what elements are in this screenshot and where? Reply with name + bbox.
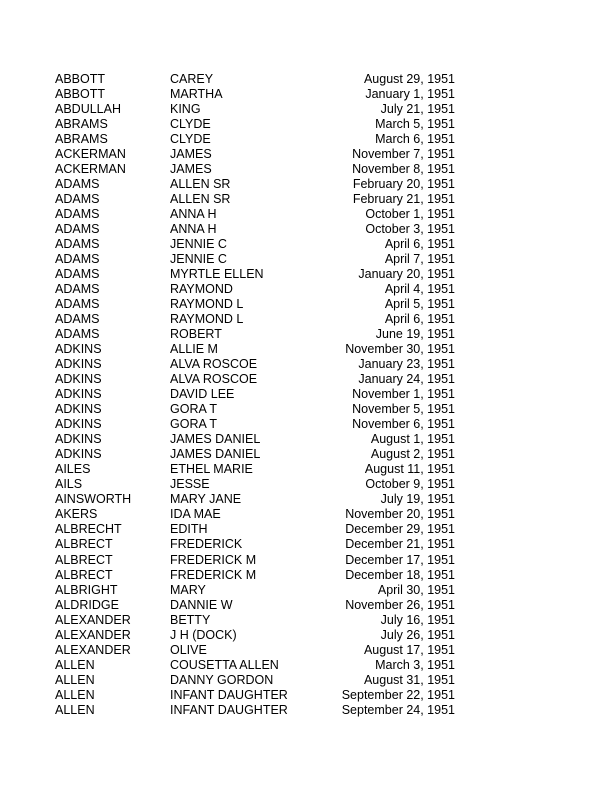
record-given-name: DAVID LEE	[170, 387, 235, 402]
record-surname: ADAMS	[55, 177, 100, 192]
record-given-name: ALLEN SR	[170, 192, 231, 207]
record-given-name: MARTHA	[170, 87, 223, 102]
record-given-name: RAYMOND L	[170, 297, 244, 312]
record-surname: ALLEN	[55, 702, 95, 717]
record-date: March 5, 1951	[375, 117, 455, 132]
record-row	[55, 417, 455, 432]
record-date: July 16, 1951	[380, 612, 455, 627]
record-date: November 8, 1951	[352, 162, 455, 177]
record-surname: ALDRIDGE	[55, 597, 119, 612]
record-given-name: JAMES	[170, 162, 212, 177]
record-row	[55, 327, 455, 342]
record-row	[55, 252, 455, 267]
record-given-name: RAYMOND	[170, 282, 233, 297]
record-given-name: ETHEL MARIE	[170, 462, 253, 477]
record-surname: ALBRECHT	[55, 522, 122, 537]
record-date: April 6, 1951	[384, 237, 455, 252]
record-row	[55, 613, 455, 628]
record-surname: ADKINS	[55, 342, 102, 357]
record-row	[55, 342, 455, 357]
record-row	[55, 87, 455, 102]
record-surname: ADAMS	[55, 282, 100, 297]
record-surname: ADAMS	[55, 222, 100, 237]
record-date: April 4, 1951	[384, 282, 455, 297]
record-given-name: CAREY	[170, 72, 214, 86]
record-surname: ALBRECT	[55, 537, 113, 552]
record-surname: ADAMS	[55, 207, 100, 222]
record-surname: ADKINS	[55, 432, 102, 447]
record-row	[55, 402, 455, 417]
record-given-name: ANNA H	[170, 222, 217, 237]
record-row	[55, 628, 455, 643]
record-given-name: OLIVE	[170, 642, 207, 657]
record-surname: ABRAMS	[55, 117, 108, 132]
records-list	[55, 72, 455, 718]
record-surname: ADAMS	[55, 312, 100, 327]
record-row	[55, 583, 455, 598]
record-surname: ALBRECT	[55, 567, 113, 582]
record-date: November 5, 1951	[352, 402, 455, 417]
record-given-name: CLYDE	[170, 132, 211, 147]
record-surname: ADAMS	[55, 327, 100, 342]
record-surname: AILS	[55, 477, 83, 492]
record-surname: ABRAMS	[55, 132, 108, 147]
record-given-name: ALVA ROSCOE	[170, 357, 258, 372]
record-row	[55, 147, 455, 162]
record-date: January 24, 1951	[358, 372, 455, 387]
record-date: April 5, 1951	[384, 297, 455, 312]
record-surname: ALBRIGHT	[55, 582, 118, 597]
record-surname: ADAMS	[55, 252, 100, 267]
record-date: October 9, 1951	[365, 477, 455, 492]
record-surname: ADAMS	[55, 237, 100, 252]
record-surname: ALEXANDER	[55, 642, 131, 657]
record-row	[55, 387, 455, 402]
record-date: January 20, 1951	[358, 267, 455, 282]
record-surname: ADKINS	[55, 417, 102, 432]
record-row	[55, 688, 455, 703]
record-given-name: JAMES DANIEL	[170, 447, 261, 462]
record-given-name: MARY JANE	[170, 492, 242, 507]
record-given-name: EDITH	[170, 522, 208, 537]
record-given-name: BETTY	[170, 612, 211, 627]
record-date: September 22, 1951	[341, 687, 455, 702]
record-row	[55, 267, 455, 282]
record-surname: ACKERMAN	[55, 162, 126, 177]
record-given-name: MARY	[170, 582, 206, 597]
record-row	[55, 312, 455, 327]
record-row	[55, 222, 455, 237]
record-date: November 1, 1951	[352, 387, 455, 402]
record-row	[55, 462, 455, 477]
record-date: November 26, 1951	[345, 597, 455, 612]
record-date: December 18, 1951	[345, 567, 455, 582]
record-given-name: JENNIE C	[170, 237, 227, 252]
record-row	[55, 162, 455, 177]
record-given-name: CLYDE	[170, 117, 211, 132]
record-date: October 1, 1951	[365, 207, 455, 222]
record-date: October 3, 1951	[365, 222, 455, 237]
record-given-name: DANNIE W	[170, 597, 233, 612]
record-surname: ADKINS	[55, 402, 102, 417]
record-surname: ADAMS	[55, 297, 100, 312]
record-surname: ADKINS	[55, 447, 102, 462]
record-surname: ALLEN	[55, 687, 95, 702]
record-date: July 26, 1951	[380, 627, 455, 642]
record-row	[55, 507, 455, 522]
record-surname: ALEXANDER	[55, 612, 131, 627]
record-date: March 6, 1951	[375, 132, 455, 147]
record-surname: ALEXANDER	[55, 627, 131, 642]
record-given-name: ROBERT	[170, 327, 222, 342]
record-surname: ADKINS	[55, 387, 102, 402]
record-given-name: GORA T	[170, 417, 218, 432]
record-date: November 30, 1951	[345, 342, 455, 357]
record-row	[55, 132, 455, 147]
record-date: July 21, 1951	[380, 102, 455, 117]
record-given-name: FREDERICK	[170, 537, 243, 552]
record-surname: ALLEN	[55, 672, 95, 687]
record-row	[55, 447, 455, 462]
record-row	[55, 522, 455, 537]
record-date: August 31, 1951	[363, 672, 455, 687]
record-row	[55, 297, 455, 312]
record-row	[55, 703, 455, 718]
record-date: November 20, 1951	[345, 507, 455, 522]
record-given-name: ALLIE M	[170, 342, 218, 357]
record-row	[55, 643, 455, 658]
record-date: April 30, 1951	[377, 582, 455, 597]
record-date: January 23, 1951	[358, 357, 455, 372]
record-date: June 19, 1951	[375, 327, 455, 342]
record-date: April 6, 1951	[384, 312, 455, 327]
record-surname: AKERS	[55, 507, 98, 522]
record-surname: AINSWORTH	[55, 492, 132, 507]
record-given-name: ANNA H	[170, 207, 217, 222]
record-given-name: GORA T	[170, 402, 218, 417]
record-given-name: J H (DOCK)	[170, 627, 237, 642]
record-date: August 29, 1951	[363, 72, 455, 86]
record-date: December 17, 1951	[345, 552, 455, 567]
record-date: August 2, 1951	[370, 447, 455, 462]
record-date: February 20, 1951	[352, 177, 455, 192]
record-given-name: INFANT DAUGHTER	[170, 687, 288, 702]
record-row	[55, 207, 455, 222]
record-surname: ADAMS	[55, 267, 100, 282]
record-row	[55, 177, 455, 192]
record-row	[55, 72, 455, 87]
record-row	[55, 102, 455, 117]
record-given-name: KING	[170, 102, 201, 117]
record-given-name: JAMES	[170, 147, 212, 162]
record-surname: ABDULLAH	[55, 102, 121, 117]
record-date: February 21, 1951	[352, 192, 455, 207]
record-row	[55, 282, 455, 297]
record-row	[55, 492, 455, 507]
record-given-name: INFANT DAUGHTER	[170, 702, 288, 717]
record-surname: ALBRECT	[55, 552, 113, 567]
record-surname: ALLEN	[55, 657, 95, 672]
record-row	[55, 658, 455, 673]
record-row	[55, 598, 455, 613]
record-surname: AILES	[55, 462, 91, 477]
record-row	[55, 553, 455, 568]
record-given-name: ALVA ROSCOE	[170, 372, 258, 387]
record-given-name: MYRTLE ELLEN	[170, 267, 264, 282]
record-given-name: JENNIE C	[170, 252, 227, 267]
record-row	[55, 477, 455, 492]
record-given-name: RAYMOND L	[170, 312, 244, 327]
record-surname: ACKERMAN	[55, 147, 126, 162]
record-row	[55, 357, 455, 372]
record-row	[55, 537, 455, 552]
record-row	[55, 673, 455, 688]
record-row	[55, 372, 455, 387]
record-date: March 3, 1951	[375, 657, 455, 672]
record-date: August 11, 1951	[364, 462, 455, 477]
record-row	[55, 568, 455, 583]
record-given-name: COUSETTA ALLEN	[170, 657, 279, 672]
record-given-name: DANNY GORDON	[170, 672, 274, 687]
record-date: January 1, 1951	[365, 87, 455, 102]
record-surname: ADKINS	[55, 372, 102, 387]
record-given-name: ALLEN SR	[170, 177, 231, 192]
record-given-name: FREDERICK M	[170, 552, 257, 567]
record-date: August 1, 1951	[370, 432, 455, 447]
record-date: December 29, 1951	[345, 522, 455, 537]
record-given-name: JESSE	[170, 477, 210, 492]
record-date: November 7, 1951	[352, 147, 455, 162]
record-date: September 24, 1951	[341, 702, 455, 717]
record-row	[55, 432, 455, 447]
record-date: April 7, 1951	[384, 252, 455, 267]
record-given-name: JAMES DANIEL	[170, 432, 261, 447]
record-surname: ADKINS	[55, 357, 102, 372]
record-row	[55, 117, 455, 132]
record-date: November 6, 1951	[352, 417, 455, 432]
record-row	[55, 192, 455, 207]
record-date: August 17, 1951	[363, 642, 455, 657]
record-date: December 21, 1951	[345, 537, 455, 552]
record-date: July 19, 1951	[380, 492, 455, 507]
record-surname: ABBOTT	[55, 72, 106, 86]
record-given-name: IDA MAE	[170, 507, 221, 522]
record-surname: ADAMS	[55, 192, 100, 207]
record-given-name: FREDERICK M	[170, 567, 257, 582]
record-surname: ABBOTT	[55, 87, 106, 102]
record-row	[55, 237, 455, 252]
